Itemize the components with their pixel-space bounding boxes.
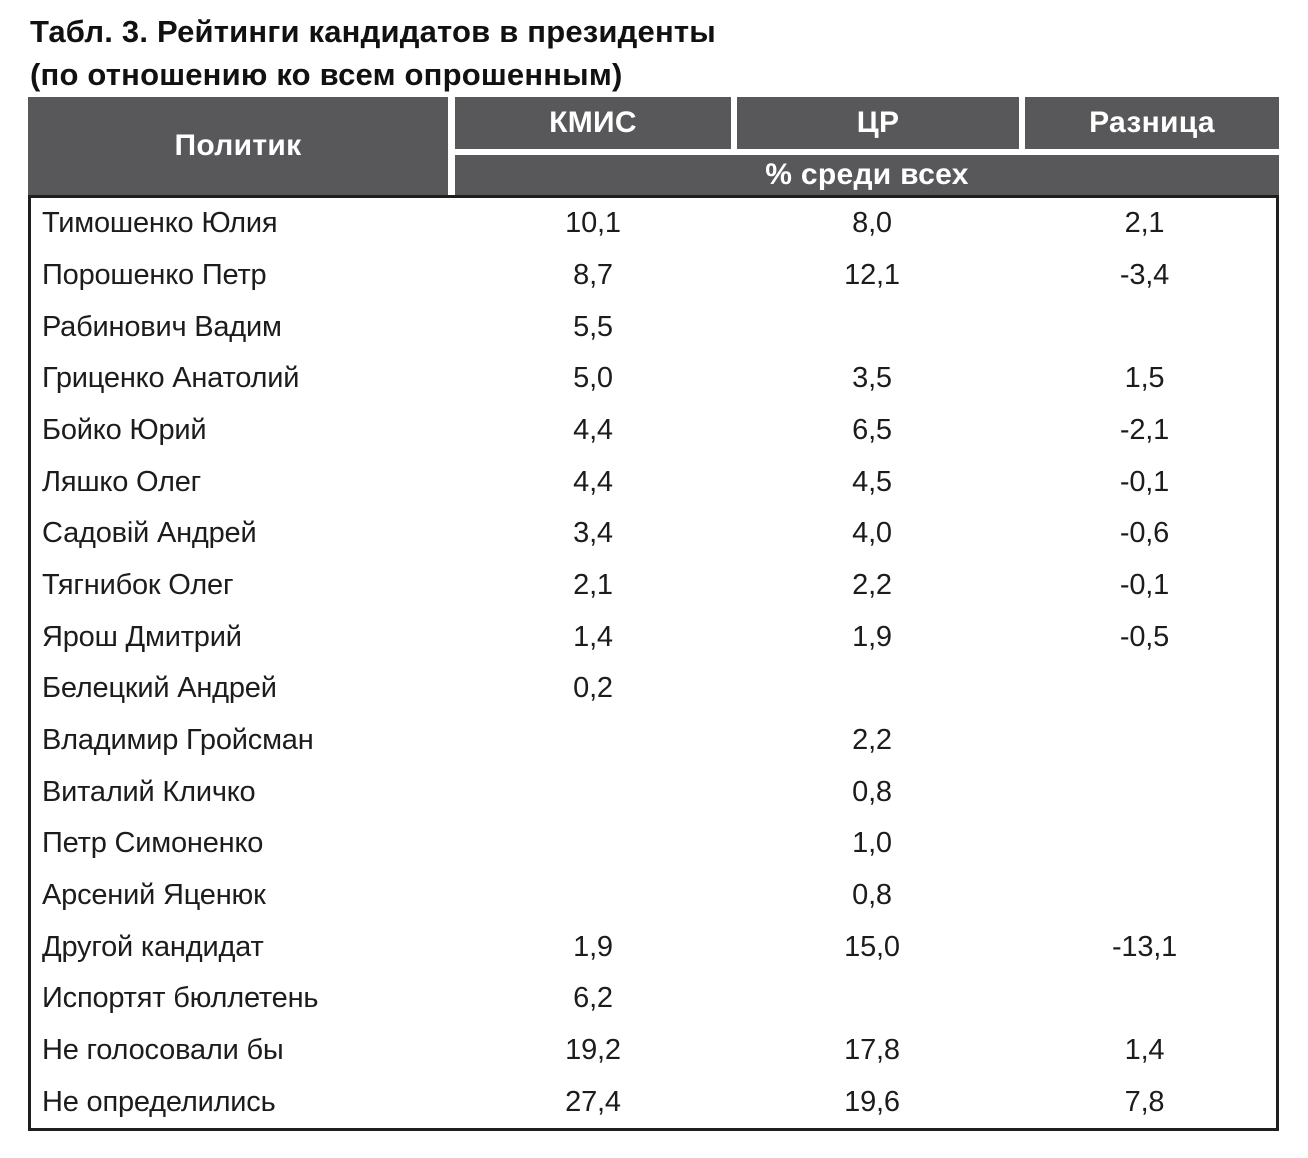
kmis-value: 19,2 [565, 1034, 621, 1067]
kmis-value: 5,0 [573, 362, 613, 395]
diff-value: 2,1 [1124, 207, 1165, 240]
cr-value: 12,1 [844, 258, 900, 291]
cr-value: 1,9 [852, 620, 892, 653]
table-row [31, 1076, 1276, 1128]
table-row [31, 1025, 1276, 1077]
politician-name: Порошенко Петр [42, 258, 267, 291]
table-row [31, 663, 1276, 715]
table-body [28, 195, 1279, 1131]
cr-value: 19,6 [844, 1085, 900, 1118]
cr-value: 15,0 [844, 930, 900, 963]
politician-name: Гриценко Анатолий [42, 362, 300, 395]
kmis-value: 8,7 [573, 258, 613, 291]
kmis-value: 4,4 [573, 465, 613, 498]
table-row [31, 818, 1276, 870]
title-line-1: Табл. 3. Рейтинги кандидатов в президенты [30, 14, 716, 49]
cr-value: 8,0 [852, 207, 892, 240]
kmis-value: 10,1 [565, 207, 621, 240]
diff-value: 1,5 [1124, 362, 1165, 395]
kmis-value: 0,2 [573, 672, 613, 705]
table-row [31, 870, 1276, 922]
cr-value: 1,0 [852, 827, 892, 860]
header-top-row [455, 97, 1279, 149]
politician-name: Виталий Кличко [42, 775, 256, 808]
table-row [31, 766, 1276, 818]
diff-value: -2,1 [1119, 413, 1170, 446]
kmis-value: 2,1 [573, 568, 613, 601]
politician-name: Испортят бюллетень [42, 982, 319, 1015]
table-row [31, 249, 1276, 301]
table-row [31, 301, 1276, 353]
header-cell-cr: ЦР [737, 97, 1019, 149]
table-row [31, 921, 1276, 973]
politician-name: Не голосовали бы [42, 1034, 284, 1067]
header-right-block [455, 97, 1279, 195]
ratings-table [28, 97, 1279, 1131]
cr-value: 2,2 [852, 724, 892, 756]
table-row [31, 353, 1276, 405]
kmis-value: 1,9 [573, 930, 613, 963]
diff-value: -0,5 [1119, 620, 1170, 653]
diff-value: -13,1 [1111, 930, 1178, 963]
cr-value: 4,0 [852, 517, 892, 550]
diff-value: 1,4 [1124, 1034, 1165, 1067]
header-subheader-percent-among-all: % среди всех [455, 155, 1279, 195]
cr-value: 0,8 [852, 775, 892, 808]
cr-value: 2,2 [852, 568, 892, 601]
diff-value: -3,4 [1119, 258, 1170, 291]
table-row [31, 198, 1276, 250]
cr-value: 17,8 [844, 1034, 900, 1067]
kmis-value: 5,5 [573, 310, 613, 343]
table-row [31, 405, 1276, 457]
politician-name: Ляшко Олег [42, 465, 202, 498]
table-row [31, 973, 1276, 1025]
table-header [28, 97, 1279, 195]
document-title [30, 10, 1308, 97]
diff-value: -0,1 [1119, 568, 1170, 601]
politician-name: Белецкий Андрей [42, 672, 277, 705]
politician-name: Бойко Юрий [42, 413, 207, 446]
diff-value: 7,8 [1124, 1085, 1165, 1118]
kmis-value: 6,2 [573, 982, 613, 1015]
politician-name: Другой кандидат [42, 930, 264, 963]
politician-name: Арсений Яценюк [42, 879, 266, 912]
cr-value: 4,5 [852, 465, 892, 498]
kmis-value: 3,4 [573, 517, 613, 550]
diff-value: -0,1 [1119, 465, 1170, 498]
title-line-2: (по отношению ко всем опрошенным) [30, 57, 623, 93]
table-row [31, 560, 1276, 612]
kmis-value: 4,4 [573, 413, 613, 446]
politician-name: Тимошенко Юлия [42, 207, 278, 240]
header-cell-politician: Политик [28, 97, 448, 195]
cr-value: 6,5 [852, 413, 892, 446]
politician-name: Петр Симоненко [42, 827, 264, 860]
diff-value: -0,6 [1119, 517, 1170, 550]
politician-name: Ярош Дмитрий [42, 620, 242, 653]
politician-name: Владимир Гройсман [42, 724, 314, 756]
politician-name: Не определились [42, 1085, 276, 1118]
cr-value: 3,5 [852, 362, 892, 395]
cr-value: 0,8 [852, 879, 892, 912]
table-row [31, 456, 1276, 508]
table-row [31, 715, 1276, 767]
header-cell-kmis: КМИС [455, 97, 731, 149]
kmis-value: 1,4 [573, 620, 613, 653]
kmis-value: 27,4 [565, 1085, 621, 1118]
header-cell-diff: Разница [1025, 97, 1279, 149]
politician-name: Тягнибок Олег [42, 568, 234, 601]
table-row [31, 611, 1276, 663]
politician-name: Садовій Андрей [42, 517, 257, 550]
politician-name: Рабинович Вадим [42, 310, 282, 343]
table-row [31, 508, 1276, 560]
